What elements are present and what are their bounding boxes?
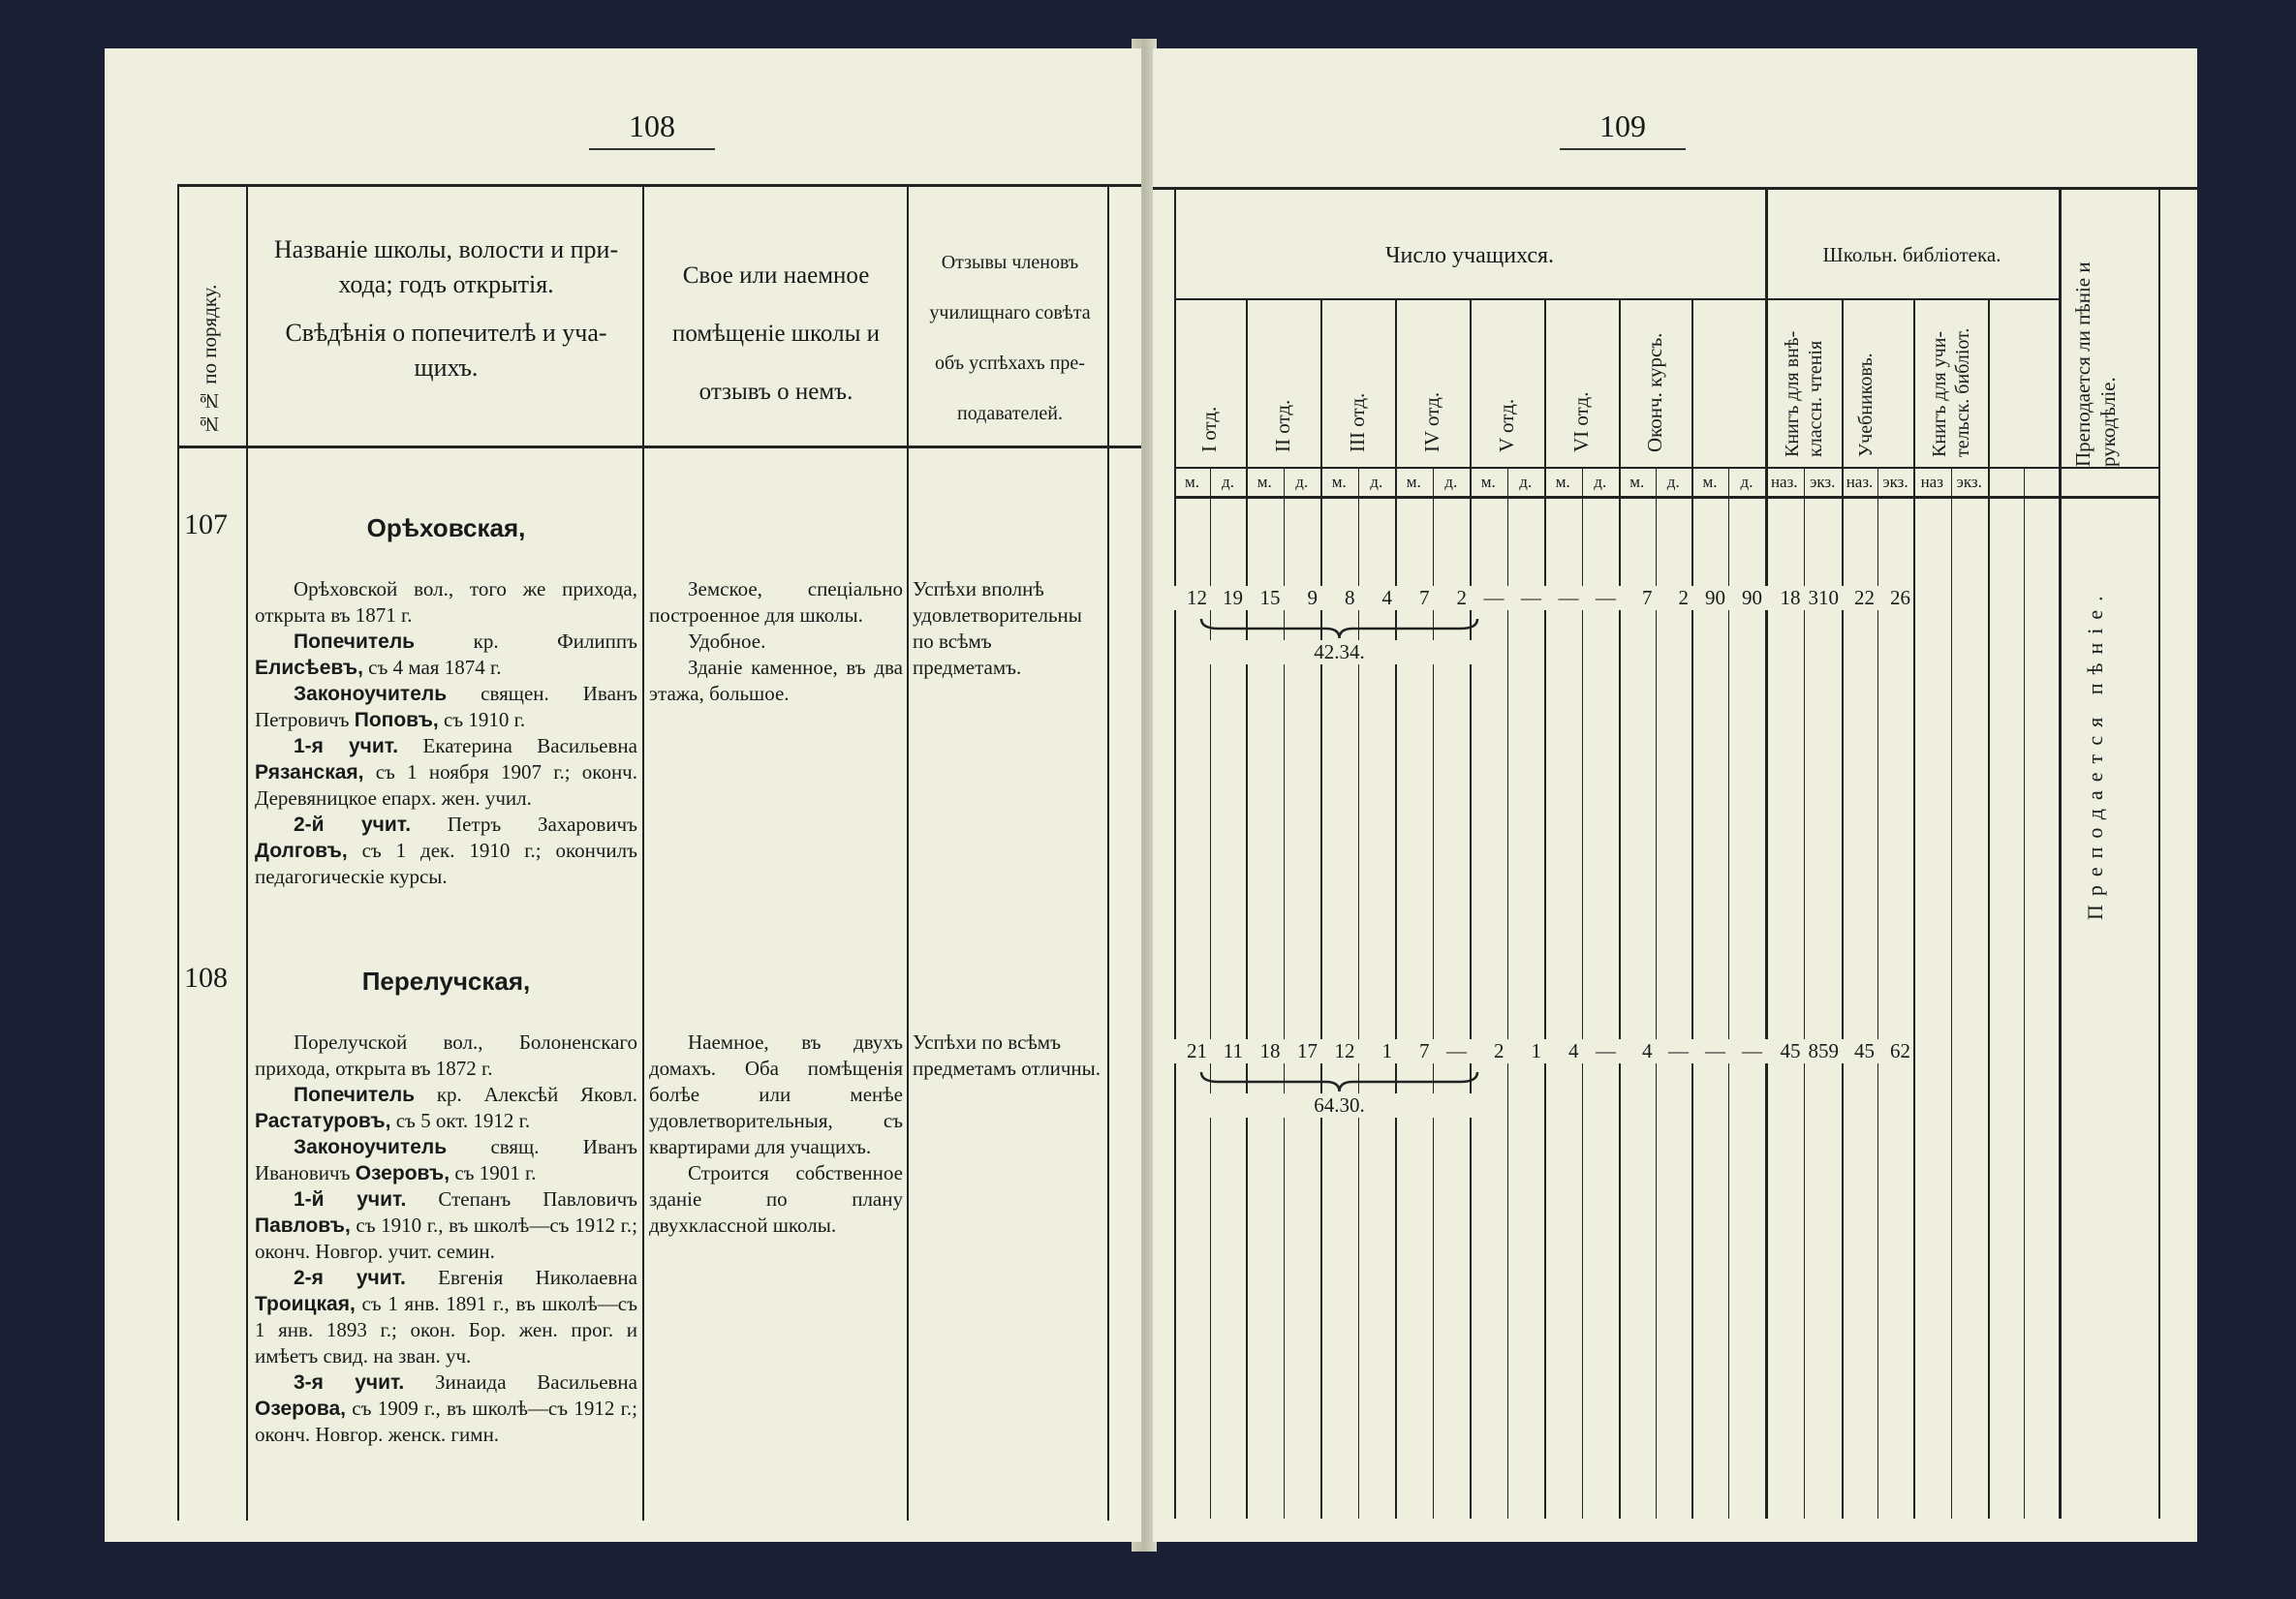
desc-text: кр. Филиппъ: [415, 630, 637, 653]
desc-text: съ 1909 г., въ школѣ—съ 1912 г.; оконч. Новгор. женск. гимн.: [255, 1397, 637, 1446]
count-cell: 19: [1210, 586, 1243, 610]
sub-header: м.: [1406, 473, 1421, 491]
header-premises: Свое или наемное помѣщеніе школы и отзывъ о немъ.: [671, 262, 880, 405]
count-cell: 62: [1877, 1039, 1910, 1063]
school-review: Успѣхи вполнѣ удовлетворительны по всѣмъ предметамъ.: [913, 577, 1082, 679]
left-page: [105, 48, 1141, 1542]
count-cell: —: [1544, 586, 1579, 610]
col-rule: [1174, 187, 1176, 1519]
count-cell: —: [1656, 1039, 1690, 1063]
header-mid-rule: [1174, 298, 2059, 300]
count-cell: —: [1582, 586, 1617, 610]
count-cell: 859: [1804, 1039, 1840, 1063]
desc-bold: Попечитель: [294, 630, 416, 653]
header-bottom-rule: [177, 446, 1141, 448]
sub-header: д.: [1370, 473, 1383, 491]
desc-bold: Попечитель: [294, 1084, 416, 1106]
desc-paragraph: [255, 629, 637, 681]
desc-text: Порелучской вол., Болоненскаго прихода, открыта въ 1872 г.: [255, 1030, 637, 1080]
count-cell: 7: [1619, 586, 1653, 610]
desc-paragraph: [255, 681, 637, 733]
sub-header: м.: [1331, 473, 1347, 491]
desc-text: съ 5 окт. 1912 г.: [390, 1109, 531, 1132]
sub-header: наз.: [1770, 473, 1798, 491]
desc-bold: Поповъ,: [354, 709, 439, 731]
premises-paragraph: Строится собственное зданіе по плану двухклассной школы.: [649, 1161, 903, 1237]
desc-text: священ. Иванъ Петровичъ: [255, 682, 637, 731]
school-name: Перелучская,: [361, 967, 531, 996]
count-cell: 7: [1395, 586, 1430, 610]
count-cell: 2: [1433, 586, 1468, 610]
premises-paragraph: Зданіе каменное, въ два этажа, большое.: [649, 656, 903, 705]
col-rule: [642, 184, 644, 1521]
sub-header: д.: [1740, 473, 1753, 491]
count-cell: 2: [1656, 586, 1690, 610]
sub-header: м.: [1184, 473, 1199, 491]
desc-text: съ 4 мая 1874 г.: [362, 656, 502, 679]
col-rule: [907, 184, 909, 1521]
sub-header: наз: [1920, 473, 1943, 491]
count-cell: 90: [1728, 586, 1762, 610]
header-name: Названіе школы, волости и при- хода; годъ открытія. Свѣдѣнія о попечителѣ и уча- щихъ.: [273, 235, 619, 382]
count-cell: —: [1507, 586, 1542, 610]
desc-text: Зинаида Васильевна: [404, 1370, 637, 1394]
school-no: 107: [184, 508, 228, 540]
desc-bold: Рязанская,: [255, 761, 364, 784]
desc-text: съ 1 янв. 1891 г., въ школѣ—съ 1 янв. 1893 г.; окон. Бор. жен. прог. и имѣетъ свид. на зван. уч.: [255, 1292, 637, 1368]
count-cell: 11: [1210, 1039, 1243, 1063]
sub-header: д.: [1444, 473, 1458, 491]
lib-col-header: Книгъ для учи-тельск. библіот.: [1928, 327, 1973, 457]
sub-header: д.: [1295, 473, 1309, 491]
sub-header: д.: [1519, 473, 1533, 491]
col-header: IV отд.: [1419, 391, 1443, 452]
col-header: VI отд.: [1568, 391, 1593, 452]
premises-paragraph: Земское, спеціально построенное для школы.: [649, 577, 903, 627]
desc-bold: Долговъ,: [255, 840, 348, 862]
desc-text: Петръ Захаровичъ: [411, 813, 637, 836]
count-cell: 1: [1358, 1039, 1393, 1063]
desc-text: съ 1 ноября 1907 г.; оконч. Деревяницкое епарх. жен. учил.: [255, 760, 637, 810]
sub-header: м.: [1629, 473, 1645, 491]
header-seq: №№ по порядку.: [198, 284, 221, 436]
desc-text: съ 1910 г., въ школѣ—съ 1912 г.; оконч. Новгор. учит. семин.: [255, 1214, 637, 1263]
subcol-rule: [2024, 467, 2025, 1519]
desc-paragraph: [255, 733, 637, 812]
subcol-rule: [1582, 467, 1583, 1519]
col-header: V отд.: [1494, 398, 1518, 452]
sub-header: экз.: [1810, 473, 1836, 491]
subcol-rule: [1728, 467, 1729, 1519]
desc-paragraph: [255, 812, 637, 890]
table-top-rule: [1153, 187, 2197, 190]
sub-header: экз.: [1882, 473, 1908, 491]
sub-header: д.: [1594, 473, 1607, 491]
count-cell: 12: [1174, 586, 1207, 610]
col-rule: [246, 184, 248, 1521]
count-cell: 8: [1320, 586, 1355, 610]
desc-bold: Павловъ,: [255, 1215, 351, 1237]
desc-text: съ 1910 г.: [438, 708, 526, 731]
count-cell: 4: [1544, 1039, 1579, 1063]
count-cell: 12: [1320, 1039, 1355, 1063]
desc-bold: 2-я учит.: [294, 1267, 406, 1289]
sub-header: м.: [1480, 473, 1496, 491]
col-rule: [1988, 298, 1990, 1519]
total-brace: [1199, 617, 1479, 640]
desc-text: Евгенія Николаевна: [405, 1266, 637, 1289]
count-cell: 15: [1246, 586, 1281, 610]
desc-text: съ 1901 г.: [450, 1161, 537, 1184]
count-cell: 45: [1765, 1039, 1801, 1063]
col-header: I отд.: [1197, 406, 1221, 452]
school-premises: [649, 1030, 903, 1239]
group-library: Школьн. библіотека.: [1822, 243, 2001, 266]
lib-col-header: Учебниковъ.: [1855, 353, 1877, 457]
subcol-rule: [1656, 467, 1657, 1519]
col-rule: [177, 184, 179, 1521]
desc-bold: 1-й учит.: [294, 1188, 407, 1211]
count-cell: —: [1470, 586, 1505, 610]
count-cell: 22: [1842, 586, 1875, 610]
desc-text: кр. Алексѣй Яковл.: [415, 1083, 637, 1106]
school-premises: [649, 576, 903, 707]
count-cell: 90: [1691, 586, 1725, 610]
sub-header: наз.: [1846, 473, 1874, 491]
col-rule: [2059, 187, 2062, 1519]
desc-bold: Озерова,: [255, 1398, 346, 1420]
header-reviews: Отзывы членовъ училищнаго совѣта объ успѣхахъ пре- подавателей.: [929, 252, 1091, 424]
total-brace: [1199, 1070, 1479, 1093]
desc-paragraph: [255, 576, 637, 629]
desc-paragraph: [255, 1030, 637, 1082]
desc-bold: 2-й учит.: [294, 814, 412, 836]
subcol-rule: [1877, 467, 1878, 1519]
count-cell: —: [1433, 1039, 1468, 1063]
count-cell: 17: [1284, 1039, 1319, 1063]
sub-header: м.: [1555, 473, 1570, 491]
sub-header: д.: [1666, 473, 1680, 491]
school-review: Успѣхи по всѣмъ предметамъ отличны.: [913, 1030, 1101, 1080]
sub-header: д.: [1222, 473, 1234, 491]
desc-text: Екатерина Васильевна: [398, 734, 637, 757]
count-cell: 4: [1358, 586, 1393, 610]
desc-bold: 3-я учит.: [294, 1371, 405, 1394]
total-value: 64.30.: [1199, 1093, 1479, 1118]
col-header: III отд.: [1345, 392, 1369, 452]
col-rule: [2158, 187, 2160, 1519]
count-cell: 45: [1842, 1039, 1875, 1063]
desc-text: Степанъ Павловичъ: [406, 1187, 637, 1211]
desc-bold: Растатуровъ,: [255, 1110, 391, 1132]
page-number-left: 108: [589, 108, 715, 150]
lib-col-header: Книгъ для внѣ-классн. чтенія: [1781, 330, 1826, 457]
total-value: 42.34.: [1199, 640, 1479, 664]
count-cell: 18: [1246, 1039, 1281, 1063]
count-cell: 26: [1877, 586, 1910, 610]
count-cell: 1: [1507, 1039, 1542, 1063]
premises-paragraph: Наемное, въ двухъ домахъ. Оба помѣщенія болѣе или менѣе удовлетворительныя, съ квартирами для учащихъ.: [649, 1030, 903, 1158]
school-desc: [255, 1030, 637, 1448]
subcol-rule: [1507, 467, 1508, 1519]
school-desc: [255, 576, 637, 890]
count-cell: 21: [1174, 1039, 1207, 1063]
desc-text: свящ. Иванъ Ивановичъ: [255, 1135, 637, 1184]
subcol-rule: [1951, 467, 1952, 1519]
col-rule: [1765, 187, 1768, 1519]
sub-header: м.: [1257, 473, 1272, 491]
right-page: [1153, 48, 2197, 1542]
table-top-rule: [177, 184, 1141, 187]
subcol-rule: [1804, 467, 1805, 1519]
count-cell: 2: [1470, 1039, 1505, 1063]
count-cell: 4: [1619, 1039, 1653, 1063]
premises-paragraph: Удобное.: [688, 630, 766, 653]
desc-text: съ 1 дек. 1910 г.; окончилъ педагогическіе курсы.: [255, 839, 637, 888]
count-cell: 18: [1765, 586, 1801, 610]
desc-bold: Троицкая,: [255, 1293, 356, 1315]
desc-bold: Озеровъ,: [355, 1162, 450, 1184]
desc-paragraph: [255, 1369, 637, 1448]
page-number-right: 109: [1560, 108, 1686, 150]
desc-text: Орѣховской вол., того же прихода, открыта въ 1871 г.: [255, 577, 637, 627]
desc-bold: Законоучитель: [294, 1136, 448, 1158]
desc-bold: Елисѣевъ,: [255, 657, 363, 679]
count-cell: 7: [1395, 1039, 1430, 1063]
count-cell: 9: [1284, 586, 1319, 610]
sub-header: экз.: [1956, 473, 1982, 491]
singing-note: Преподается пѣніе.: [2083, 587, 2107, 920]
desc-paragraph: [255, 1186, 637, 1265]
count-cell: —: [1728, 1039, 1762, 1063]
desc-paragraph: [255, 1265, 637, 1369]
col-header: Оконч. курсъ.: [1642, 332, 1666, 452]
col-header: II отд.: [1270, 399, 1294, 452]
sub-header: м.: [1702, 473, 1718, 491]
count-cell: —: [1691, 1039, 1725, 1063]
desc-bold: Законоучитель: [294, 683, 448, 705]
desc-paragraph: [255, 1134, 637, 1186]
count-cell: 310: [1804, 586, 1840, 610]
singing-header: Преподается ли пѣніе и рукодѣліе.: [2071, 261, 2120, 467]
school-name: Орѣховская,: [366, 513, 526, 542]
group-students: Число учащихся.: [1384, 243, 1555, 268]
school-no: 108: [184, 962, 228, 994]
desc-paragraph: [255, 1082, 637, 1134]
desc-bold: 1-я учит.: [294, 735, 399, 757]
count-cell: —: [1582, 1039, 1617, 1063]
